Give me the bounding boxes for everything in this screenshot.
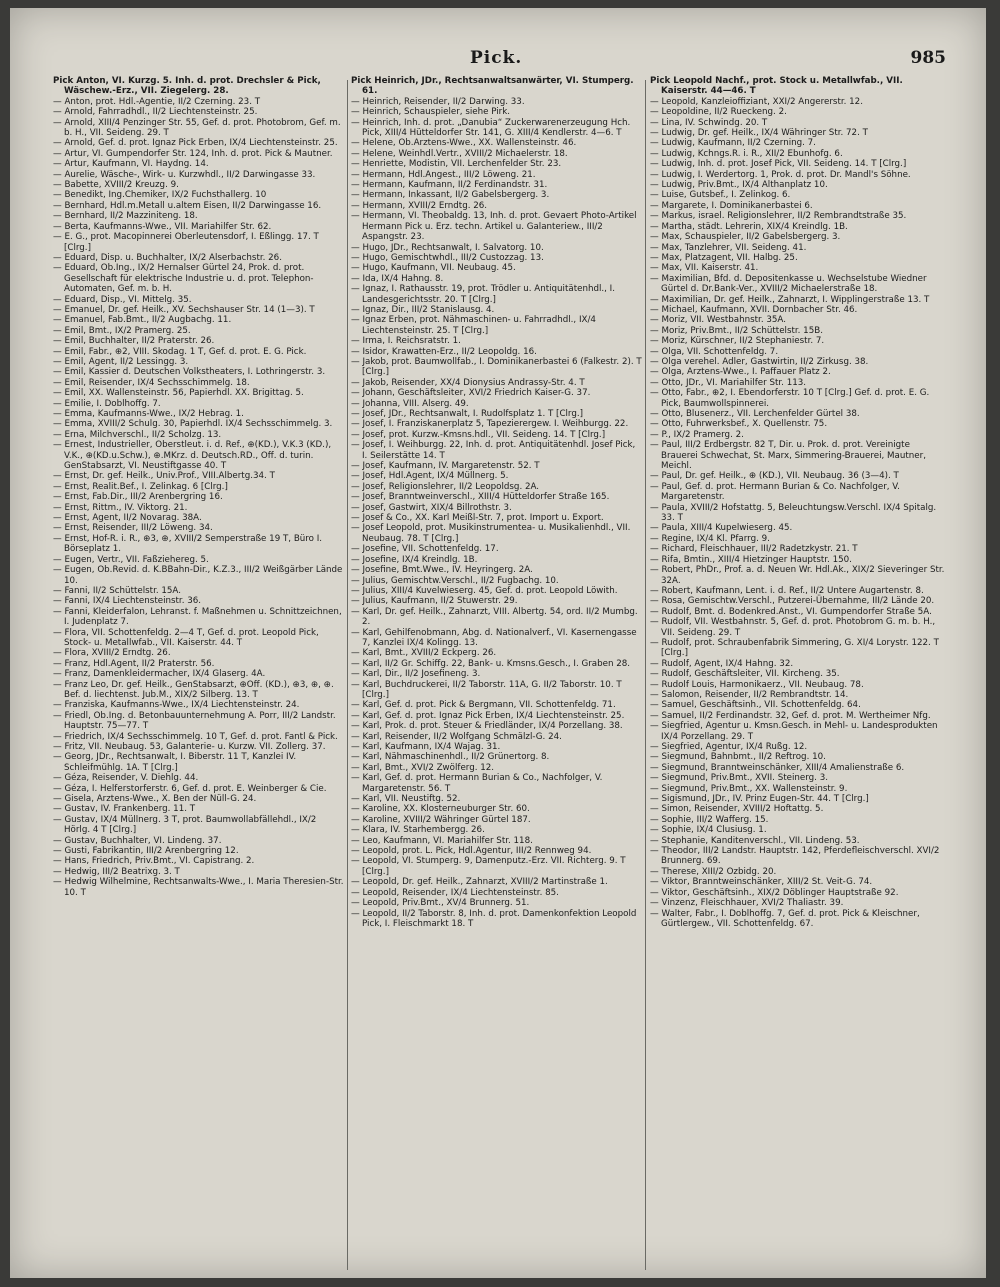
directory-entry: — Johann, Geschäftsleiter, XVI/2 Friedrich Kaiser-G. 37. bbox=[351, 388, 591, 399]
directory-entry: — Josef, Religionslehrer, II/2 Leopoldsg. 2A. bbox=[351, 481, 540, 492]
directory-entry: — Emma, Kaufmanns-Wwe., IX/2 Hebrag. 1. bbox=[53, 409, 244, 419]
column-divider bbox=[347, 80, 348, 1270]
directory-entry: — Hedwig Wilhelmine, Rechtsanwalts-Wwe., I. Maria Theresien-Str. 10. T bbox=[53, 877, 344, 898]
directory-entry: — Emil, Reisender, IX/4 Sechsschimmelg. 18. bbox=[53, 377, 250, 388]
directory-entry: — Rudolf, Agent, IX/4 Hahng. 32. bbox=[650, 658, 794, 669]
directory-entry: — Emanuel, Dr. gef. Heilk., XV. Sechshauser Str. 14 (1—3). T bbox=[53, 304, 315, 315]
directory-entry: — Ernst, Hof-R. i. R., ⊕3, ⊕, XVIII/2 Semperstraße 19 T, Büro I. Börseplatz 1. bbox=[53, 533, 323, 555]
directory-entry: — Eugen, Ob.Revid. d. K.BBahn-Dir., K.Z.3., III/2 Weißgärber Lände 10. bbox=[53, 565, 343, 586]
directory-entry: — Josef, Kaufmann, IV. Margaretenstr. 52. T bbox=[351, 461, 540, 472]
directory-entry: — Julius, Gemischtw.Verschl., II/2 Fugbachg. 10. bbox=[351, 575, 559, 586]
directory-entry: — Josef, Branntweinverschl., XIII/4 Hütteldorfer Straße 165. bbox=[351, 492, 610, 503]
directory-entry: — Maximilian, Bfd. d. Depositenkasse u. Wechselstube Wiedner Gürtel d. Dr.Bank-Ver., XVIII/2 Michaelerstraße 18. bbox=[650, 273, 927, 295]
directory-entry: — Arnold, XIII/4 Penzinger Str. 55, Gef. d. prot. Photobrom, Gef. m. b. H., VII. Seideng. 29. T bbox=[53, 117, 341, 139]
directory-entry: — Irma, I. Reichsratstr. 1. bbox=[351, 336, 461, 347]
directory-entry: — Ernst, Reisender, III/2 Löweng. 34. bbox=[53, 523, 213, 534]
directory-entry: — Rosa, Gemischtw.Verschl., Putzerei-Übernahme, III/2 Lände 20. bbox=[650, 596, 935, 607]
directory-entry: — Olga, Arztens-Wwe., I. Paffauer Platz 2. bbox=[650, 367, 831, 378]
directory-entry: — Friedl, Ob.Ing. d. Betonbauunternehmung A. Porr, III/2 Landstr. Hauptstr. 75—77. T bbox=[53, 710, 336, 732]
directory-entry: — Gusti, Fabrikantin, III/2 Arenbergring 12. bbox=[53, 846, 239, 857]
directory-entry: — Hermann, VI. Theobaldg. 13, Inh. d. prot. Gevaert Photo-Artikel Hermann Pick u. Erz. techn. Artikel u. Galanteriew., III/2 Aspangstr. 23. bbox=[351, 211, 637, 243]
directory-entry: — Theodor, III/2 Landstr. Hauptstr. 142, Pferdefleischverschl. XVI/2 Brunnerg. 69. bbox=[650, 846, 940, 867]
directory-entry: — Flora, XVIII/2 Erndtg. 26. bbox=[53, 648, 171, 659]
directory-entry: — Heinrich, Schauspieler, siehe Pirk. bbox=[351, 107, 511, 118]
directory-entry: — Leopoldine, II/2 Rueckeng. 2. bbox=[650, 107, 787, 118]
directory-entry: — Ludwig, Kchngs.R. i. R., XII/2 Ebunhofg. 6. bbox=[650, 148, 843, 159]
directory-entry: — Géza, Reisender, V. Diehlg. 44. bbox=[53, 773, 199, 784]
directory-entry: — Rifa, Bmtin., XIII/4 Hietzinger Hauptstr. 150. bbox=[650, 554, 852, 565]
directory-entry: — Leo, Kaufmann, VI. Mariahilfer Str. 118. bbox=[351, 835, 533, 846]
directory-entry: — Josef, Gastwirt, XIX/4 Billrothstr. 3. bbox=[351, 502, 512, 513]
directory-entry: — Josefine, Bmt.Wwe., IV. Heyringerg. 2A. bbox=[351, 565, 533, 576]
directory-entry: — Emil, Buchhalter, II/2 Praterstr. 26. bbox=[53, 336, 215, 347]
directory-entry: — Leopold, Kanzleioffiziant, XXI/2 Angererstr. 12. bbox=[650, 96, 863, 107]
directory-entry: — Erna, Milchverschl., II/2 Scholzg. 13. bbox=[53, 429, 222, 440]
directory-entry: — Vinzenz, Fleischhauer, XVI/2 Thaliastr. 39. bbox=[650, 898, 844, 909]
directory-entry: — Ernst, Dr. gef. Heilk., Univ.Prof., VIII.Albertg.34. T bbox=[53, 471, 275, 482]
directory-entry: — Rudolf, VII. Westbahnstr. 5, Gef. d. prot. Photobrom G. m. b. H., VII. Seideng. 29. T bbox=[650, 617, 936, 638]
directory-entry: — Richard, Fleischhauer, III/2 Radetzkystr. 21. T bbox=[650, 544, 858, 555]
directory-entry: — Ludwig, Dr. gef. Heilk., IX/4 Währinger Str. 72. T bbox=[650, 128, 868, 139]
directory-entry: Pick Heinrich, JDr., Rechtsanwaltsanwärter, VI. Stumperg. 61. bbox=[351, 76, 634, 97]
directory-entry: — Gustav, IX/4 Müllnerg. 3 T, prot. Baumwollabfällehdl., IX/2 Hörlg. 4 T [Clrg.] bbox=[53, 814, 317, 836]
directory-entry: — Heinrich, Reisender, II/2 Darwing. 33. bbox=[351, 96, 525, 107]
directory-entry: — Franz, Hdl.Agent, II/2 Praterstr. 56. bbox=[53, 658, 215, 669]
directory-entry: — Paul, Dr. gef. Heilk., ⊕ (KD.), VII. Neubaug. 36 (3—4). T bbox=[650, 471, 899, 482]
directory-entry: — Franz, Damenkleidermacher, IX/4 Glaserg. 4A. bbox=[53, 669, 266, 680]
directory-entry: — Max, VII. Kaiserstr. 41. bbox=[650, 263, 759, 274]
directory-entry: — Arnold, Fahrradhdl., II/2 Liechtensteinstr. 25. bbox=[53, 107, 258, 118]
directory-entry: — Robert, Kaufmann, Lent. i. d. Ref., II/2 Untere Augartenstr. 8. bbox=[650, 585, 924, 596]
directory-entry: — Eugen, Vertr., VII. Faßziehereg. 5. bbox=[53, 554, 209, 565]
directory-entry: — Gustav, Buchhalter, VI. Lindeng. 37. bbox=[53, 835, 222, 846]
directory-entry: — Ida, IX/4 Hahng. 8. bbox=[351, 273, 444, 284]
directory-entry: — Leopold, prot. L. Pick, Hdl.Agentur, III/2 Rennweg 94. bbox=[351, 846, 592, 857]
directory-entry: — Rudolf, Geschäftsleiter, VII. Kircheng. 35. bbox=[650, 669, 840, 680]
directory-entry: Pick Anton, VI. Kurzg. 5. Inh. d. prot. Drechsler & Pick, Wäschew.-Erz., VII. Ziegelerg. 28. bbox=[53, 76, 321, 97]
directory-entry: — Franz Leo, Dr. gef. Heilk., GenStabsarzt, ⊕Off. (KD.), ⊕3, ⊕, ⊕. Bef. d. liechtenst. Jub.M., XIX/2 Silberg. 13. T bbox=[53, 679, 334, 700]
directory-entry: — Helene, Weinhdl.Vertr., XVIII/2 Michaelerstr. 18. bbox=[351, 148, 568, 159]
directory-entry: — Stephanie, Kanditenverschl., VII. Lindeng. 53. bbox=[650, 835, 860, 846]
directory-entry: — Samuel, II/2 Ferdinandstr. 32, Gef. d. prot. M. Wertheimer Nfg. bbox=[650, 710, 931, 721]
directory-entry: — Julius, Kaufmann, II/2 Stuwerstr. 29. bbox=[351, 596, 518, 607]
directory-entry: — Flora, VII. Schottenfeldg. 2—4 T, Gef. d. prot. Leopold Pick, Stock- u. Metallwfab., VII. Kaiserstr. 44. T bbox=[53, 627, 319, 648]
directory-entry: — Karl, Dir., II/2 Josefineng. 3. bbox=[351, 669, 481, 680]
directory-entry: — Hedwig, III/2 Beatrixg. 3. T bbox=[53, 866, 180, 877]
directory-entry: — Bernhard, II/2 Mazziniteng. 18. bbox=[53, 211, 198, 222]
page-header bbox=[10, 48, 986, 76]
directory-entry: — Henriette, Modistin, VII. Lerchenfelder Str. 23. bbox=[351, 159, 562, 170]
directory-entry: — Siegmund, Branntweinschänker, XIII/4 Amalienstraße 6. bbox=[650, 762, 905, 773]
directory-entry: — Samuel, Geschäftsinh., VII. Schottenfeldg. 64. bbox=[650, 700, 861, 711]
directory-entry: — Karl, Nähmaschinenhdl., II/2 Grünertorg. 8. bbox=[351, 752, 550, 763]
directory-entry: — Max, Schauspieler, II/2 Gabelsbergerg. 3. bbox=[650, 232, 841, 243]
directory-entry: — Arnold, Gef. d. prot. Ignaz Pick Erben, IX/4 Liechtensteinstr. 25. bbox=[53, 138, 338, 149]
directory-entry: — Maximilian, Dr. gef. Heilk., Zahnarzt, I. Wipplingerstraße 13. T bbox=[650, 294, 930, 305]
directory-entry: — Ignaz, Dir., III/2 Stanislausg. 4. bbox=[351, 304, 495, 315]
directory-entry: — Fanni, II/2 Schüttelstr. 15A. bbox=[53, 585, 181, 596]
page-title: Pick. bbox=[470, 48, 523, 68]
directory-entry: — Karl, VII. Neustiftg. 52. bbox=[351, 794, 461, 805]
directory-entry: — Karl, Gef. d. prot. Hermann Burian & Co., Nachfolger, V. Margaretenstr. 56. T bbox=[351, 773, 603, 794]
directory-entry: — Regine, IX/4 Kl. Pfarrg. 9. bbox=[650, 533, 770, 544]
directory-entry: — Hermann, Inkassant, II/2 Gabelsbergerg. 3. bbox=[351, 190, 550, 201]
directory-entry: — Karoline, XX. Klosterneuburger Str. 60. bbox=[351, 804, 530, 815]
directory-entry: — Emil, Agent, II/2 Lessingg. 3. bbox=[53, 356, 189, 367]
directory-entry: — Ignaz Erben, prot. Nähmaschinen- u. Fahrradhdl., IX/4 Liechtensteinstr. 25. T [Clrg.] bbox=[351, 315, 596, 336]
directory-entry: — Emil, Kassier d. Deutschen Volkstheaters, I. Lothringerstr. 3. bbox=[53, 367, 326, 378]
directory-entry: — Josef & Co., XX. Karl Meißl-Str. 7, prot. Import u. Export. bbox=[351, 513, 604, 524]
directory-entry: — Rudolf Louis, Harmonikaerz., VII. Neubaug. 78. bbox=[650, 679, 864, 690]
directory-entry: — Paula, XIII/4 Kupelwieserg. 45. bbox=[650, 523, 793, 534]
column-divider bbox=[645, 80, 646, 1270]
directory-entry: — Otto, Fabr., ⊕2, I. Ebendorferstr. 10 T [Clrg.] Gef. d. prot. E. G. Pick, Baumwollspinnerei. bbox=[650, 388, 930, 409]
directory-entry: — Emil, XX. Wallensteinstr. 56, Papierhdl. XX. Brigittag. 5. bbox=[53, 388, 304, 399]
directory-entry: — Ernst, Realit.Bef., I. Zelinkag. 6 [Clrg.] bbox=[53, 481, 228, 492]
directory-entry: — Olga verehel. Adler, Gastwirtin, II/2 Zirkusg. 38. bbox=[650, 356, 869, 367]
directory-entry: — Karl, Gef. d. prot. Pick & Bergmann, VII. Schottenfeldg. 71. bbox=[351, 700, 616, 711]
directory-entry: — Karl, Kaufmann, IX/4 Wajag. 31. bbox=[351, 742, 501, 752]
directory-entry: — Karl, Reisender, II/2 Wolfgang Schmälzl-G. 24. bbox=[351, 731, 562, 742]
directory-entry: — Luise, Gutsbef., I. Zelinkog. 6. bbox=[650, 190, 791, 201]
directory-entry: — Emil, Bmt., IX/2 Pramerg. 25. bbox=[53, 325, 191, 336]
directory-entry: — Emilie, I. Doblhoffg. 7. bbox=[53, 398, 161, 409]
directory-entry: — Siegmund, Bahnbmt., II/2 Reftrog. 10. bbox=[650, 752, 826, 763]
directory-entry: — Paula, XVIII/2 Hofstattg. 5, Beleuchtungsw.Verschl. IX/4 Spitalg. 33. T bbox=[650, 502, 937, 524]
directory-entry: — Markus, israel. Religionslehrer, II/2 Rembrandtstraße 35. bbox=[650, 211, 907, 222]
directory-entry: — Babette, XVIII/2 Kreuzg. 9. bbox=[53, 180, 179, 191]
directory-entry: — Leopold, Reisender, IX/4 Liechtensteinstr. 85. bbox=[351, 887, 559, 898]
directory-entry: — Ludwig, Kaufmann, II/2 Czerning. 7. bbox=[650, 138, 816, 149]
directory-entry: — Karl, Bmt., XVI/2 Zwölferg. 12. bbox=[351, 762, 495, 773]
directory-entry: — Bernhard, Hdl.m.Metall u.altem Eisen, II/2 Darwingasse 16. bbox=[53, 200, 322, 211]
directory-entry: — Viktor, Geschäftsinh., XIX/2 Döblinger Hauptstraße 92. bbox=[650, 887, 899, 898]
directory-entry: — Viktor, Branntweinschänker, XIII/2 St. Veit-G. 74. bbox=[650, 877, 873, 888]
directory-entry: — Fanni, Kleiderfalon, Lehranst. f. Maßnehmen u. Schnittzeichnen, I. Judenplatz 7. bbox=[53, 606, 342, 628]
directory-entry: — Isidor, Krawatten-Erz., II/2 Leopoldg. 16. bbox=[351, 346, 537, 357]
directory-entry: — Anton, prot. Hdl.-Agentie, II/2 Czerning. 23. T bbox=[53, 96, 261, 107]
directory-entry: — Karoline, XVIII/2 Währinger Gürtel 187. bbox=[351, 814, 531, 825]
directory-column-1 bbox=[53, 76, 345, 1274]
directory-entry: — Josef, I. Weihburgg. 22, Inh. d. prot. Antiquitätenhdl. Josef Pick, I. Seilerstätte 14. T bbox=[351, 440, 636, 461]
directory-entry: — Ernst, Agent, II/2 Novarag. 38A. bbox=[53, 513, 202, 524]
directory-entry: — Hermann, Kaufmann, II/2 Ferdinandstr. 31. bbox=[351, 180, 548, 191]
directory-entry: — Sophie, IX/4 Clusiusg. 1. bbox=[650, 825, 767, 836]
directory-entry: — Friedrich, IX/4 Sechsschimmelg. 10 T, Gef. d. prot. Fantl & Pick. bbox=[53, 731, 338, 742]
directory-entry: — Moriz, VII. Westbahnstr. 35A. bbox=[650, 315, 786, 326]
directory-entry: Pick Leopold Nachf., prot. Stock u. Metallwfab., VII. Kaiserstr. 44—46. T bbox=[650, 76, 903, 97]
directory-entry: — Max, Tanzlehrer, VII. Seideng. 41. bbox=[650, 242, 807, 253]
directory-column-2 bbox=[351, 76, 643, 1274]
directory-entry: — Karl, Gehilfenobmann, Abg. d. Nationalverf., VI. Kasernengasse 7, Kanzlei IX/4 Kolingg. 13. bbox=[351, 627, 637, 648]
directory-entry: — Leopold, VI. Stumperg. 9, Damenputz.-Erz. VII. Richterg. 9. T [Clrg.] bbox=[351, 856, 626, 877]
directory-entry: — Eduard, Disp., VI. Mittelg. 35. bbox=[53, 294, 192, 305]
directory-entry: — Klara, IV. Starhembergg. 26. bbox=[351, 825, 485, 836]
directory-entry: — Karl, Dr. gef. Heilk., Zahnarzt, VIII. Albertg. 54, ord. II/2 Mumbg. 2. bbox=[351, 606, 638, 628]
directory-entry: — Gustav, IV. Frankenberg. 11. T bbox=[53, 804, 196, 815]
directory-entry: — Hugo, Kaufmann, VII. Neubaug. 45. bbox=[351, 263, 516, 274]
directory-entry: — Sophie, III/2 Wafferg. 15. bbox=[650, 814, 769, 825]
directory-entry: — Josefine, IX/4 Kreindlg. 1B. bbox=[351, 554, 478, 565]
directory-entry: — Emanuel, Fab.Bmt., II/2 Augbachg. 11. bbox=[53, 315, 232, 326]
directory-entry: — Simon, Reisender, XVIII/2 Hoftattg. 5. bbox=[650, 804, 824, 815]
directory-entry: — Siegmund, Priv.Bmt., XVII. Steinerg. 3. bbox=[650, 773, 828, 784]
directory-entry: — E. G., prot. Macopinnerei Oberleutensdorf, I. Eßlingg. 17. T [Clrg.] bbox=[53, 232, 319, 253]
directory-entry: — Johanna, VIII. Alserg. 49. bbox=[351, 398, 469, 409]
directory-entry: — Aurelie, Wäsche-, Wirk- u. Kurzwhdl., II/2 Darwingasse 33. bbox=[53, 169, 316, 180]
directory-entry: — Walter, Fabr., I. Doblhoffg. 7, Gef. d. prot. Pick & Kleischner, Gürtlergew., VII. Schottenfeldg. 67. bbox=[650, 908, 920, 929]
directory-entry: — Ernst, Fab.Dir., III/2 Arenbergring 16. bbox=[53, 492, 223, 503]
directory-entry: — Hermann, Hdl.Angest., III/2 Löweng. 21. bbox=[351, 169, 536, 180]
directory-entry: — Jakob, prot. Baumwollfab., I. Dominikanerbastei 6 (Falkestr. 2). T [Clrg.] bbox=[351, 356, 642, 378]
directory-entry: — Fanni, IX/4 Liechtensteinstr. 36. bbox=[53, 596, 202, 607]
directory-entry: — Josef, I. Franziskanerplatz 5, Tapezierergew. I. Weihburgg. 22. bbox=[351, 419, 629, 430]
directory-entry: — Josef, Hdl.Agent, IX/4 Müllnerg. 5. bbox=[351, 471, 509, 482]
directory-entry: — Benedikt, Ing.Chemiker, IX/2 Fuchsthallerg. 10 bbox=[53, 190, 267, 201]
directory-column-3 bbox=[650, 76, 946, 1274]
directory-entry: — Ludwig, Inh. d. prot. Josef Pick, VII. Seideng. 14. T [Clrg.] bbox=[650, 159, 907, 170]
directory-entry: — Leopold, II/2 Taborstr. 8, Inh. d. prot. Damenkonfektion Leopold Pick, I. Fleischmarkt 18. T bbox=[351, 908, 637, 929]
directory-entry: — Moriz, Kürschner, II/2 Stephaniestr. 7. bbox=[650, 336, 825, 347]
directory-entry: — Karl, II/2 Gr. Schiffg. 22, Bank- u. Kmsns.Gesch., I. Graben 28. bbox=[351, 658, 631, 669]
directory-entry: — Emil, Fabr., ⊕2, VIII. Skodag. 1 T, Gef. d. prot. E. G. Pick. bbox=[53, 346, 307, 357]
directory-entry: — Rudolf, Bmt. d. Bodenkred.Anst., VI. Gumpendorfer Straße 5A. bbox=[650, 606, 932, 617]
directory-entry: — Karl, Bmt., XVIII/2 Eckperg. 26. bbox=[351, 648, 497, 659]
directory-entry: — Leopold, Priv.Bmt., XV/4 Brunnerg. 51. bbox=[351, 898, 530, 909]
directory-entry: — Hugo, JDr., Rechtsanwalt, I. Salvatorg. 10. bbox=[351, 242, 544, 253]
directory-entry: — Berta, Kaufmanns-Wwe., VII. Mariahilfer Str. 62. bbox=[53, 221, 272, 232]
directory-page bbox=[10, 8, 986, 1278]
directory-entry: — Ludwig, I. Werdertorg. 1, Prok. d. prot. Dr. Mandl's Söhne. bbox=[650, 169, 911, 180]
directory-entry: — Ernest, Industrieller, Oberstleut. i. d. Ref., ⊕(KD.), V.K.3 (KD.), V.K., ⊕(KD.u.Schw.), ⊕.MKrz. d. Deutsch.RD., Off. d. turin. GenStabsarzt, VI. Neustiftgasse 40. T bbox=[53, 440, 332, 472]
directory-entry: — Ludwig, Priv.Bmt., IX/4 Althanplatz 10. bbox=[650, 180, 828, 191]
directory-entry: — Emma, XVIII/2 Schulg. 30, Papierhdl. IX/4 Sechsschimmelg. 3. bbox=[53, 419, 333, 430]
directory-entry: — Hugo, Gemischtwhdl., III/2 Custozzag. 13. bbox=[351, 252, 544, 263]
directory-entry: — P., IX/2 Pramerg. 2. bbox=[650, 429, 744, 440]
directory-entry: — Moriz, Priv.Bmt., II/2 Schüttelstr. 15B. bbox=[650, 325, 823, 336]
directory-entry: — Hermann, XVIII/2 Erndtg. 26. bbox=[351, 200, 488, 211]
directory-entry: — Sigismund, JDr., IV. Prinz Eugen-Str. 44. T [Clrg.] bbox=[650, 794, 869, 805]
directory-entry: — Gisela, Arztens-Wwe., X. Ben der Nüll-G. 24. bbox=[53, 794, 257, 805]
directory-entry: — Josef Leopold, prot. Musikinstrumentea- u. Musikalienhdl., VII. Neubaug. 78. T [Clrg.] bbox=[351, 523, 631, 544]
directory-entry: — Eduard, Disp. u. Buchhalter, IX/2 Alserbachstr. 26. bbox=[53, 252, 282, 263]
directory-entry: — Rudolf, prot. Schraubenfabrik Simmering, G. XI/4 Lorystr. 122. T [Clrg.] bbox=[650, 637, 939, 659]
directory-entry: — Siegmund, Priv.Bmt., XX. Wallensteinstr. 9. bbox=[650, 783, 848, 794]
directory-entry: — Olga, VII. Schottenfeldg. 7. bbox=[650, 346, 779, 357]
directory-entry: — Franziska, Kaufmanns-Wwe., IX/4 Liechtensteinstr. 24. bbox=[53, 700, 300, 711]
directory-entry: — Karl, Gef. d. prot. Ignaz Pick Erben, IX/4 Liechtensteinstr. 25. bbox=[351, 710, 625, 721]
directory-entry: — Otto, Fuhrwerksbef., X. Quellenstr. 75. bbox=[650, 419, 828, 430]
directory-entry: — Therese, XIII/2 Ozbidg. 20. bbox=[650, 866, 777, 877]
directory-entry: — Martha, städt. Lehrerin, XIX/4 Kreindlg. 1B. bbox=[650, 221, 848, 232]
page-number: 985 bbox=[910, 48, 946, 68]
directory-entry: — Margarete, I. Dominikanerbastei 6. bbox=[650, 200, 813, 211]
directory-entry: — Josefine, VII. Schottenfeldg. 17. bbox=[351, 544, 499, 555]
directory-entry: — Karl, Prok. d. prot. Steuer & Friedländer, IX/4 Porzellang. 38. bbox=[351, 721, 623, 732]
directory-entry: — Artur, Kaufmann, VI. Haydng. 14. bbox=[53, 159, 209, 170]
directory-entry: — Siegfried, Agentur, IX/4 Rußg. 12. bbox=[650, 742, 808, 752]
directory-entry: — Josef, JDr., Rechtsanwalt, I. Rudolfsplatz 1. T [Clrg.] bbox=[351, 409, 584, 419]
directory-entry: — Ernst, Rittm., IV. Viktorg. 21. bbox=[53, 502, 188, 513]
directory-entry: — Hans, Friedrich, Priv.Bmt., VI. Capistrang. 2. bbox=[53, 856, 255, 867]
directory-entry: — Leopold, Dr. gef. Heilk., Zahnarzt, XVIII/2 Martinstraße 1. bbox=[351, 877, 608, 888]
directory-entry: — Salomon, Reisender, II/2 Rembrandtstr. 14. bbox=[650, 689, 849, 700]
directory-entry: — Helene, Ob.Arztens-Wwe., XX. Wallensteinstr. 46. bbox=[351, 138, 577, 149]
directory-entry: — Robert, PhDr., Prof. a. d. Neuen Wr. Hdl.Ak., XIX/2 Sieveringer Str. 32A. bbox=[650, 565, 945, 586]
directory-entry: — Max, Platzagent, VII. Halbg. 25. bbox=[650, 252, 798, 263]
directory-entry: — Heinrich, Inh. d. prot. „Danubia“ Zuckerwarenerzeugung Hch. Pick, XIII/4 Hütteldorfer Str. 141, G. XIII/4 Kendlerstr. 4—6. T bbox=[351, 117, 631, 139]
directory-entry: — Ignaz, I. Rathausstr. 19, prot. Trödler u. Antiquitätenhdl., I. Landesgerichtsstr. 20. T [Clrg.] bbox=[351, 284, 615, 305]
directory-entry: — Fritz, VII. Neubaug. 53, Galanterie- u. Kurzw. VII. Zollerg. 37. bbox=[53, 742, 326, 752]
directory-entry: — Paul, III/2 Erdbergstr. 82 T, Dir. u. Prok. d. prot. Vereinigte Brauerei Schwechat, St. Marx, Simmering-Brauerei, Mautner, Meichl. bbox=[650, 440, 926, 472]
directory-entry: — Julius, XIII/4 Kuvelwieserg. 45, Gef. d. prot. Leopold Löwith. bbox=[351, 585, 618, 596]
directory-entry: — Artur, VI. Gumpendorfer Str. 124, Inh. d. prot. Pick & Mautner. bbox=[53, 148, 333, 159]
directory-entry: — Géza, I. Helferstorferstr. 6, Gef. d. prot. E. Weinberger & Cie. bbox=[53, 783, 327, 794]
directory-entry: — Otto, Blusenerz., VII. Lerchenfelder Gürtel 38. bbox=[650, 409, 860, 419]
directory-entry: — Otto, JDr., VI. Mariahilfer Str. 113. bbox=[650, 377, 807, 388]
directory-entry: — Eduard, Ob.Ing., IX/2 Hernalser Gürtel 24, Prok. d. prot. Gesellschaft für elektrische Industrie u. d. prot. Telephon-Automaten, Gef. m. b. H. bbox=[53, 263, 314, 295]
directory-entry: — Siegfried, Agentur u. Kmsn.Gesch. in Mehl- u. Landesprodukten IX/4 Porzellang. 29. T bbox=[650, 721, 938, 742]
directory-entry: — Michael, Kaufmann, XVII. Dornbacher Str. 46. bbox=[650, 304, 858, 315]
directory-entry: — Jakob, Reisender, XX/4 Dionysius Andrassy-Str. 4. T bbox=[351, 377, 585, 388]
directory-entry: — Josef, prot. Kurzw.-Kmsns.hdl., VII. Seideng. 14. T [Clrg.] bbox=[351, 429, 606, 440]
directory-entry: — Paul, Gef. d. prot. Hermann Burian & Co. Nachfolger, V. Margaretenstr. bbox=[650, 481, 900, 503]
directory-entry: — Georg, JDr., Rechtsanwalt, I. Biberstr. 11 T, Kanzlei IV. Schleifmühlg. 1A. T [Clrg.] bbox=[53, 752, 297, 773]
directory-entry: — Lina, IV. Schwindg. 20. T bbox=[650, 117, 768, 128]
directory-entry: — Karl, Buchdruckerei, II/2 Taborstr. 11A, G. II/2 Taborstr. 10. T [Clrg.] bbox=[351, 679, 622, 700]
